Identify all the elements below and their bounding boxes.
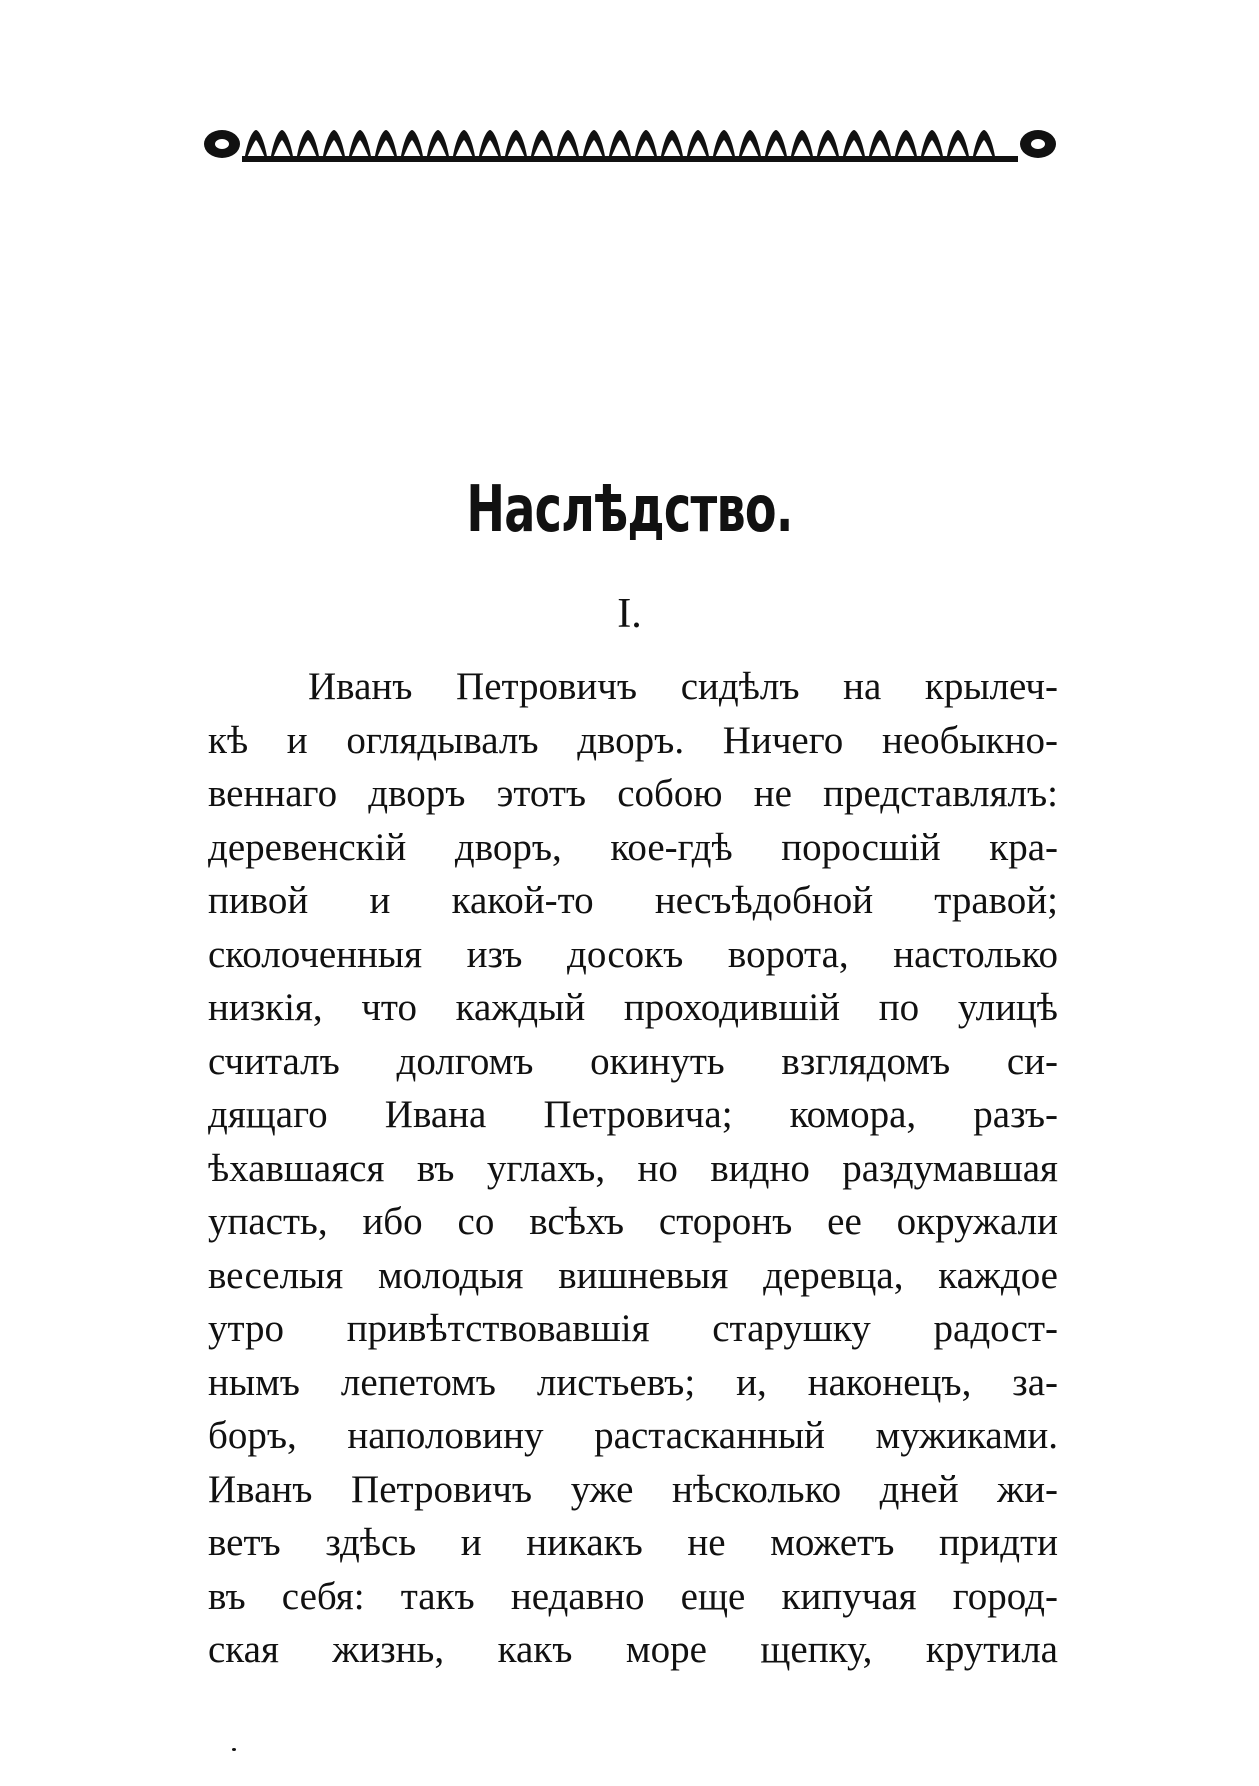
text-line: ская жизнь, какъ море щепку, крутила xyxy=(208,1628,1058,1671)
text-line: низкія, что каждый проходившій по улицѣ xyxy=(208,986,1058,1029)
text-line: упасть, ибо со всѣхъ сторонъ ее окружали xyxy=(208,1200,1058,1243)
text-line: сколоченныя изъ досокъ ворота, настолько xyxy=(208,932,1058,976)
body-text xyxy=(208,660,1058,1677)
text-line: дящаго Ивана Петровича; комора, разъ- xyxy=(208,1093,1058,1136)
text-line: нымъ лепетомъ листьевъ; и, наконецъ, за- xyxy=(208,1360,1058,1404)
text-line: Иванъ Петровичъ сидѣлъ на крылеч- xyxy=(308,665,1058,708)
chapter-number: I. xyxy=(617,591,642,637)
text-line: утро привѣтствовавшія старушку радост- xyxy=(208,1307,1058,1350)
text-line: веннаго дворъ этотъ собою не представлялъ: xyxy=(208,772,1058,815)
text-line: кѣ и оглядывалъ дворъ. Ничего необыкно- xyxy=(208,718,1058,762)
text-line: ветъ здѣсь и никакъ не можетъ придти xyxy=(208,1521,1058,1564)
text-line: ѣхавшаяся въ углахъ, но видно раздумавшая xyxy=(208,1146,1058,1190)
decorative-border-icon xyxy=(202,120,1058,166)
text-line: веселыя молодыя вишневыя деревца, каждое xyxy=(208,1253,1058,1297)
ornament-base-bar xyxy=(242,156,1018,162)
text-line: боръ, наполовину растасканный мужиками. xyxy=(208,1414,1058,1457)
text-line: деревенскій дворъ, кое-гдѣ поросшій кра- xyxy=(208,825,1058,869)
text-line: въ себя: такъ недавно еще кипучая город- xyxy=(208,1574,1058,1618)
text-line: Иванъ Петровичъ уже нѣсколько дней жи- xyxy=(208,1467,1058,1511)
text-line: считалъ долгомъ окинуть взглядомъ си- xyxy=(208,1039,1058,1083)
text-line: пивой и какой-то несъѣдобной травой; xyxy=(208,879,1058,922)
print-speck xyxy=(232,1748,236,1751)
story-title: Наслѣдство. xyxy=(466,473,793,547)
